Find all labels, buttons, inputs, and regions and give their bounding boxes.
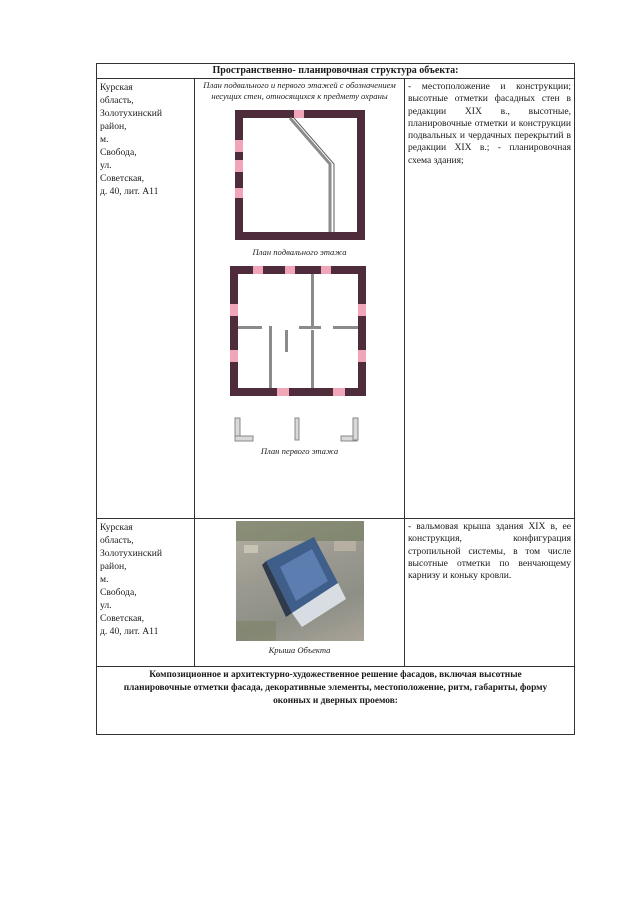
first-floor-caption: План первого этажа bbox=[260, 446, 339, 456]
plans-caption: План подвального и первого этажей с обозначением несущих стен, относящихся к предмету охраны bbox=[203, 80, 396, 101]
address-word: ул. bbox=[100, 600, 112, 611]
section-header: Пространственно- планировочная структура объекта: bbox=[97, 64, 575, 79]
address-word: Свобода, bbox=[100, 147, 137, 158]
address-word: Курская bbox=[100, 522, 133, 533]
description-cell-1: - местоположение и конструкции; высотные отметки фасадных стен в редакции XIX в., высотные, планировочные отметки и конструкции подвальных и чердачных перекрытий в редакции XIX в.; - планировочная схема здания; bbox=[405, 79, 575, 519]
plans-cell bbox=[195, 79, 405, 519]
address-word: район, bbox=[100, 561, 127, 572]
description-cell-2: - вальмовая крыша здания XIX в, ее конструкция, конфигурация стропильной системы, в том числе высотные отметки по венчающему карнизу и коньку кровли. bbox=[405, 519, 575, 667]
address-line: Золотухинский bbox=[100, 548, 163, 559]
roof-cell bbox=[195, 519, 405, 667]
first-floor-plan-drawing bbox=[225, 258, 375, 446]
address-word: ул. bbox=[100, 160, 112, 171]
address-word: область, bbox=[100, 535, 134, 546]
basement-caption: План подвального этажа bbox=[252, 247, 347, 257]
document-sheet bbox=[96, 63, 574, 735]
address-line: Советская, bbox=[100, 613, 145, 624]
address-word: район, bbox=[100, 121, 127, 132]
roof-caption: Крыша Объекта bbox=[268, 645, 331, 655]
address-cell-2 bbox=[97, 519, 195, 667]
address-line: д. 40, лит. А11 bbox=[100, 626, 159, 637]
address-line: д. 40, лит. А11 bbox=[100, 186, 159, 197]
address-line: Советская, bbox=[100, 173, 145, 184]
address-word: область, bbox=[100, 95, 134, 106]
roof-photo-drawing bbox=[236, 521, 364, 641]
roof-aerial-photo bbox=[236, 521, 364, 641]
basement-plan-drawing bbox=[230, 102, 370, 247]
address-word: Свобода, bbox=[100, 587, 137, 598]
address-word: м. bbox=[100, 134, 109, 145]
protection-table bbox=[96, 63, 575, 735]
address-word: м. bbox=[100, 574, 109, 585]
facade-section-header: Композиционное и архитектурно-художественное решение фасадов, включая высотные планировочные отметки фасада, декоративные элементы, местоположение, ритм, габариты, форму оконных и дверных проемов: bbox=[97, 667, 575, 735]
address-line: Золотухинский bbox=[100, 108, 163, 119]
address-word: Курская bbox=[100, 82, 133, 93]
address-cell-1 bbox=[97, 79, 195, 519]
